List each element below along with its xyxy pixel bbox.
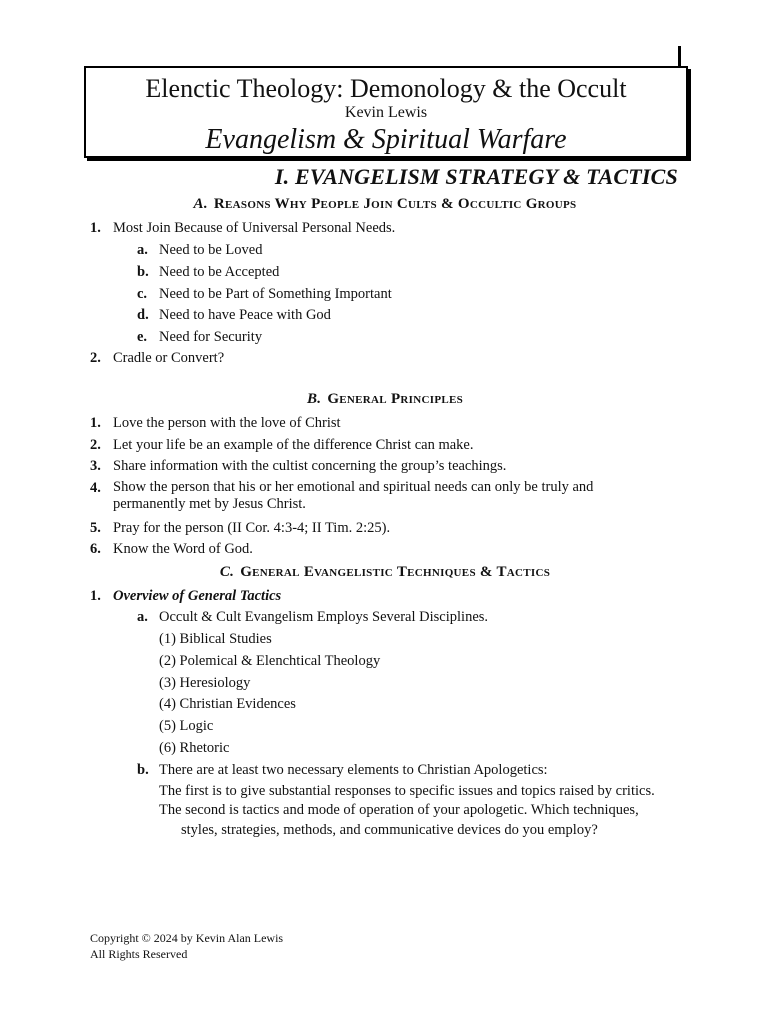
item-letter: a. <box>137 242 148 258</box>
subheading-a-title: Reasons Why People Join Cults & Occultic Groups <box>213 196 577 212</box>
copyright-text: Copyright © 2024 by Kevin Alan Lewis <box>90 931 284 945</box>
item-text: Love the person with the love of Christ <box>113 415 341 431</box>
course-title: Elenctic Theology: Demonology & the Occult <box>145 74 627 103</box>
title-box <box>84 66 688 158</box>
item-text: Pray for the person (II Cor. 4:3-4; II Tim. 2:25). <box>113 520 391 536</box>
subheading-c-title: General Evangelistic Techniques & Tactics <box>240 564 551 580</box>
corner-mark <box>678 46 681 68</box>
subheading-b <box>0 391 770 408</box>
item-text: Need to have Peace with God <box>159 307 331 323</box>
subheading-a <box>0 196 770 213</box>
subheading-b-letter: B. <box>306 391 322 407</box>
item-text: Show the person that his or her emotional and spiritual needs can only be truly and permanently met by Jesus Christ. <box>113 479 594 512</box>
item-text: Need to be Loved <box>159 242 263 258</box>
item-number: 2. <box>90 350 101 366</box>
subheading-b-title: General Principles <box>327 391 464 407</box>
item-text: Most Join Because of Universal Personal Needs. <box>113 220 396 236</box>
rights-text: All Rights Reserved <box>90 947 188 961</box>
item-letter: e. <box>137 329 148 345</box>
item-number: 1. <box>90 588 101 604</box>
item-text: There are at least two necessary elements to Christian Apologetics: <box>159 762 548 778</box>
item-letter: c. <box>137 286 148 302</box>
item-text: Cradle or Convert? <box>113 350 225 366</box>
item-text: Need to be Part of Something Important <box>159 286 392 302</box>
item-letter: b. <box>137 762 149 778</box>
discipline-text: (3) Heresiology <box>159 675 251 691</box>
item-text: Occult & Cult Evangelism Employs Several Disciplines. <box>159 609 489 625</box>
item-text: Overview of General Tactics <box>113 588 282 604</box>
item-letter: a. <box>137 609 148 625</box>
subheading-c <box>0 564 770 581</box>
item-text: Share information with the cultist concerning the group’s teachings. <box>113 458 507 474</box>
paragraph-text: The first is to give substantial responses to specific issues and topics raised by critics. <box>159 783 655 799</box>
author-name: Kevin Lewis <box>344 104 428 121</box>
discipline-text: (4) Christian Evidences <box>159 696 296 712</box>
discipline-text: (5) Logic <box>159 718 214 734</box>
item-text: Know the Word of God. <box>113 541 253 557</box>
discipline-text: (1) Biblical Studies <box>159 631 272 647</box>
item-number: 2. <box>90 437 101 453</box>
item-text: Need for Security <box>159 329 263 345</box>
paragraph-text: The second is tactics and mode of operation of your apologetic. Which techniques, <box>159 802 639 818</box>
subheading-a-letter: A. <box>193 196 208 212</box>
item-text: Let your life be an example of the difference Christ can make. <box>113 437 474 453</box>
item-number: 1. <box>90 220 101 236</box>
item-number: 1. <box>90 415 101 431</box>
item-number: 3. <box>90 458 101 474</box>
item-letter: d. <box>137 307 149 323</box>
subheading-c-letter: C. <box>219 564 235 580</box>
item-text: Need to be Accepted <box>159 264 280 280</box>
item-letter: b. <box>137 264 149 280</box>
page-footer <box>90 930 283 962</box>
discipline-text: (2) Polemical & Elenchtical Theology <box>159 653 381 669</box>
item-number: 4. <box>90 480 101 496</box>
section-heading: I. EVANGELISM STRATEGY & TACTICS <box>274 164 678 189</box>
page-subtitle: Evangelism & Spiritual Warfare <box>205 124 567 155</box>
discipline-text: (6) Rhetoric <box>159 740 230 756</box>
paragraph-text: styles, strategies, methods, and communicative devices do you employ? <box>181 822 598 838</box>
item-number: 5. <box>90 520 101 536</box>
item-number: 6. <box>90 541 101 557</box>
